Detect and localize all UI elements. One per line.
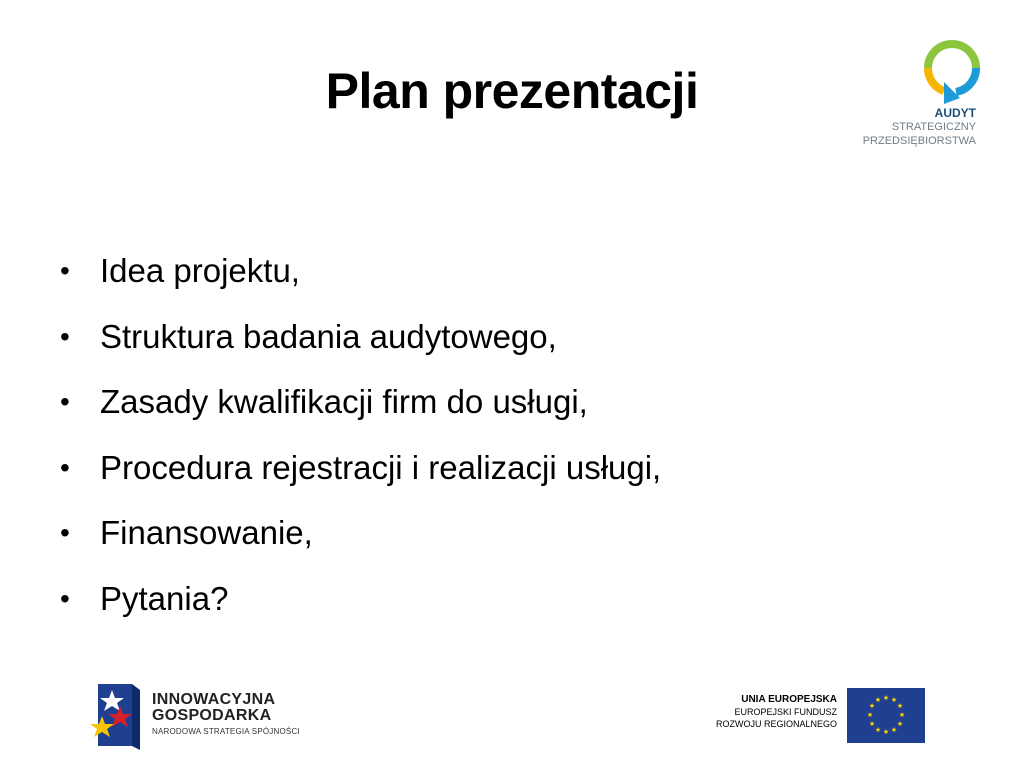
- bullet-icon: •: [60, 582, 70, 614]
- svg-text:★: ★: [874, 696, 882, 704]
- svg-text:★: ★: [866, 711, 874, 719]
- agenda-item: [60, 443, 661, 509]
- svg-text:★: ★: [890, 726, 898, 734]
- eu-logo-line-2: EUROPEJSKI FUNDUSZ: [734, 707, 837, 717]
- audyt-ring-logo-icon: [920, 38, 984, 104]
- svg-text:★: ★: [882, 728, 890, 736]
- eu-logo-line-1: UNIA EUROPEJSKA: [741, 694, 837, 705]
- agenda-item-text: Finansowanie,: [100, 514, 313, 551]
- agenda-item-text: Struktura badania audytowego,: [100, 317, 557, 355]
- agenda-item-text: Pytania?: [100, 579, 229, 617]
- eu-logo: [690, 686, 925, 746]
- innowacyjna-logo-line-3: NARODOWA STRATEGIA SPÓJNOŚCI: [152, 727, 300, 736]
- bullet-icon: •: [60, 255, 70, 286]
- bullet-icon: •: [60, 517, 70, 548]
- innowacyjna-gospodarka-logo: [88, 680, 328, 750]
- audyt-logo-title: AUDYT: [934, 106, 976, 120]
- svg-text:★: ★: [896, 720, 904, 728]
- agenda-item-text: Idea projektu,: [100, 252, 300, 289]
- bullet-icon: •: [60, 320, 70, 352]
- innowacyjna-gospodarka-emblem-icon: [88, 680, 146, 750]
- eu-logo-line-3: ROZWOJU REGIONALNEGO: [715, 719, 837, 729]
- agenda-item: [60, 312, 661, 378]
- agenda-item: [60, 508, 661, 574]
- slide-title: Plan prezentacji: [325, 63, 699, 119]
- agenda-item: [60, 574, 661, 640]
- svg-text:★: ★: [896, 702, 904, 710]
- audyt-logo: [850, 36, 990, 166]
- svg-text:★: ★: [868, 720, 876, 728]
- agenda-item: [60, 246, 661, 312]
- svg-text:★: ★: [898, 711, 906, 719]
- agenda-item: [60, 377, 661, 443]
- bullet-icon: •: [60, 451, 70, 483]
- eu-flag-icon: [847, 688, 925, 743]
- audyt-logo-subtitle-2: PRZEDSIĘBIORSTWA: [862, 135, 976, 147]
- svg-text:★: ★: [890, 696, 898, 704]
- bullet-icon: •: [60, 386, 70, 417]
- svg-text:★: ★: [882, 694, 890, 702]
- svg-text:★: ★: [868, 702, 876, 710]
- innowacyjna-logo-line-2: GOSPODARKA: [152, 707, 272, 724]
- svg-text:★: ★: [874, 726, 882, 734]
- agenda-item-text: Zasady kwalifikacji firm do usługi,: [100, 383, 588, 420]
- audyt-logo-subtitle-1: STRATEGICZNY: [891, 121, 976, 133]
- innowacyjna-logo-line-1: INNOWACYJNA: [152, 691, 276, 708]
- agenda-list: [60, 246, 661, 639]
- agenda-item-text: Procedura rejestracji i realizacji usługi,: [100, 448, 662, 486]
